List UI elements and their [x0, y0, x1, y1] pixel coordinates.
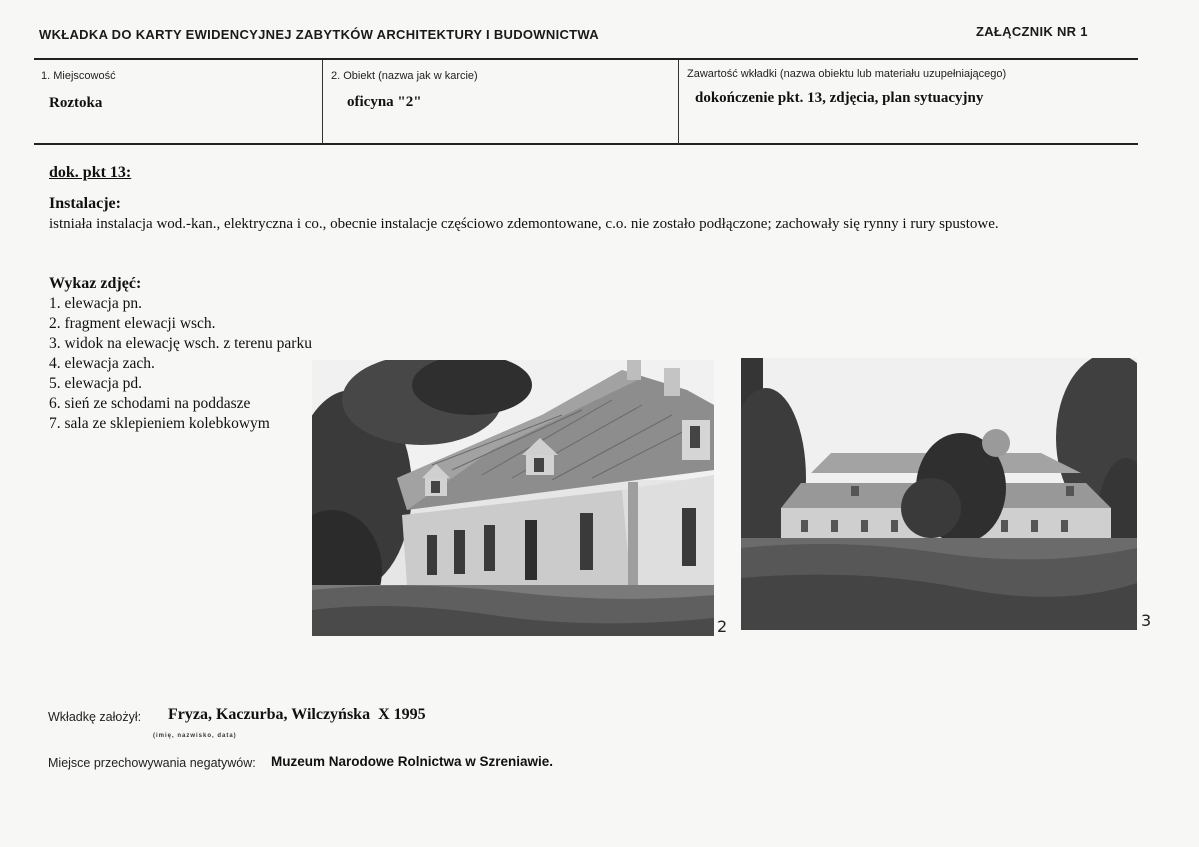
- object-value: oficyna "2": [347, 94, 422, 110]
- annex-number: ZAŁĄCZNIK NR 1: [976, 24, 1088, 39]
- locality-label: 1. Miejscowość: [41, 70, 116, 82]
- photos-heading: Wykaz zdjęć:: [49, 275, 142, 292]
- locality-value: Roztoka: [49, 95, 103, 111]
- list-item: 2. fragment elewacji wsch.: [49, 315, 216, 332]
- contents-value: dokończenie pkt. 13, zdjęcia, plan sytuacyjny: [695, 90, 984, 106]
- document-title: WKŁADKA DO KARTY EWIDENCYJNEJ ZABYTKÓW ARCHITEKTURY I BUDOWNICTWA: [39, 27, 599, 42]
- contents-label: Zawartość wkładki (nazwa obiektu lub materiału uzupełniającego): [687, 68, 1007, 80]
- list-item: 4. elewacja zach.: [49, 355, 155, 372]
- photo-east-facade-fragment: [312, 360, 714, 636]
- photo-east-facade-from-park: [741, 358, 1137, 630]
- storage-value: Muzeum Narodowe Rolnictwa w Szreniawie.: [271, 754, 554, 769]
- header-bottom-rule: [34, 143, 1138, 145]
- section-title: dok. pkt 13:: [49, 164, 132, 181]
- author-label: Wkładkę założył:: [48, 710, 142, 724]
- object-label: 2. Obiekt (nazwa jak w karcie): [331, 70, 478, 82]
- list-item: 7. sala ze sklepieniem kolebkowym: [49, 415, 270, 432]
- list-item: 3. widok na elewację wsch. z terenu parku: [49, 335, 312, 352]
- list-item: 6. sień ze schodami na poddasze: [49, 395, 251, 412]
- storage-label: Miejsce przechowywania negatywów:: [48, 756, 256, 770]
- header-top-rule: [34, 58, 1138, 60]
- field-divider-1: [322, 60, 323, 144]
- list-item: 1. elewacja pn.: [49, 295, 142, 312]
- list-item: 5. elewacja pd.: [49, 375, 142, 392]
- photo-number-2: 2: [717, 617, 728, 636]
- installations-text: istniała instalacja wod.-kan., elektryczna i co., obecnie instalacje częściowo zdemontowane, c.o. nie zostało podłączone; zachowały się rynny i rury spustowe.: [49, 216, 999, 232]
- installations-heading: Instalacje:: [49, 195, 121, 212]
- author-hint: (imię, nazwisko, data): [153, 733, 237, 739]
- field-divider-2: [678, 60, 679, 144]
- author-value: Fryza, Kaczurba, Wilczyńska X 1995: [168, 706, 426, 723]
- photo-number-3: 3: [1141, 611, 1152, 630]
